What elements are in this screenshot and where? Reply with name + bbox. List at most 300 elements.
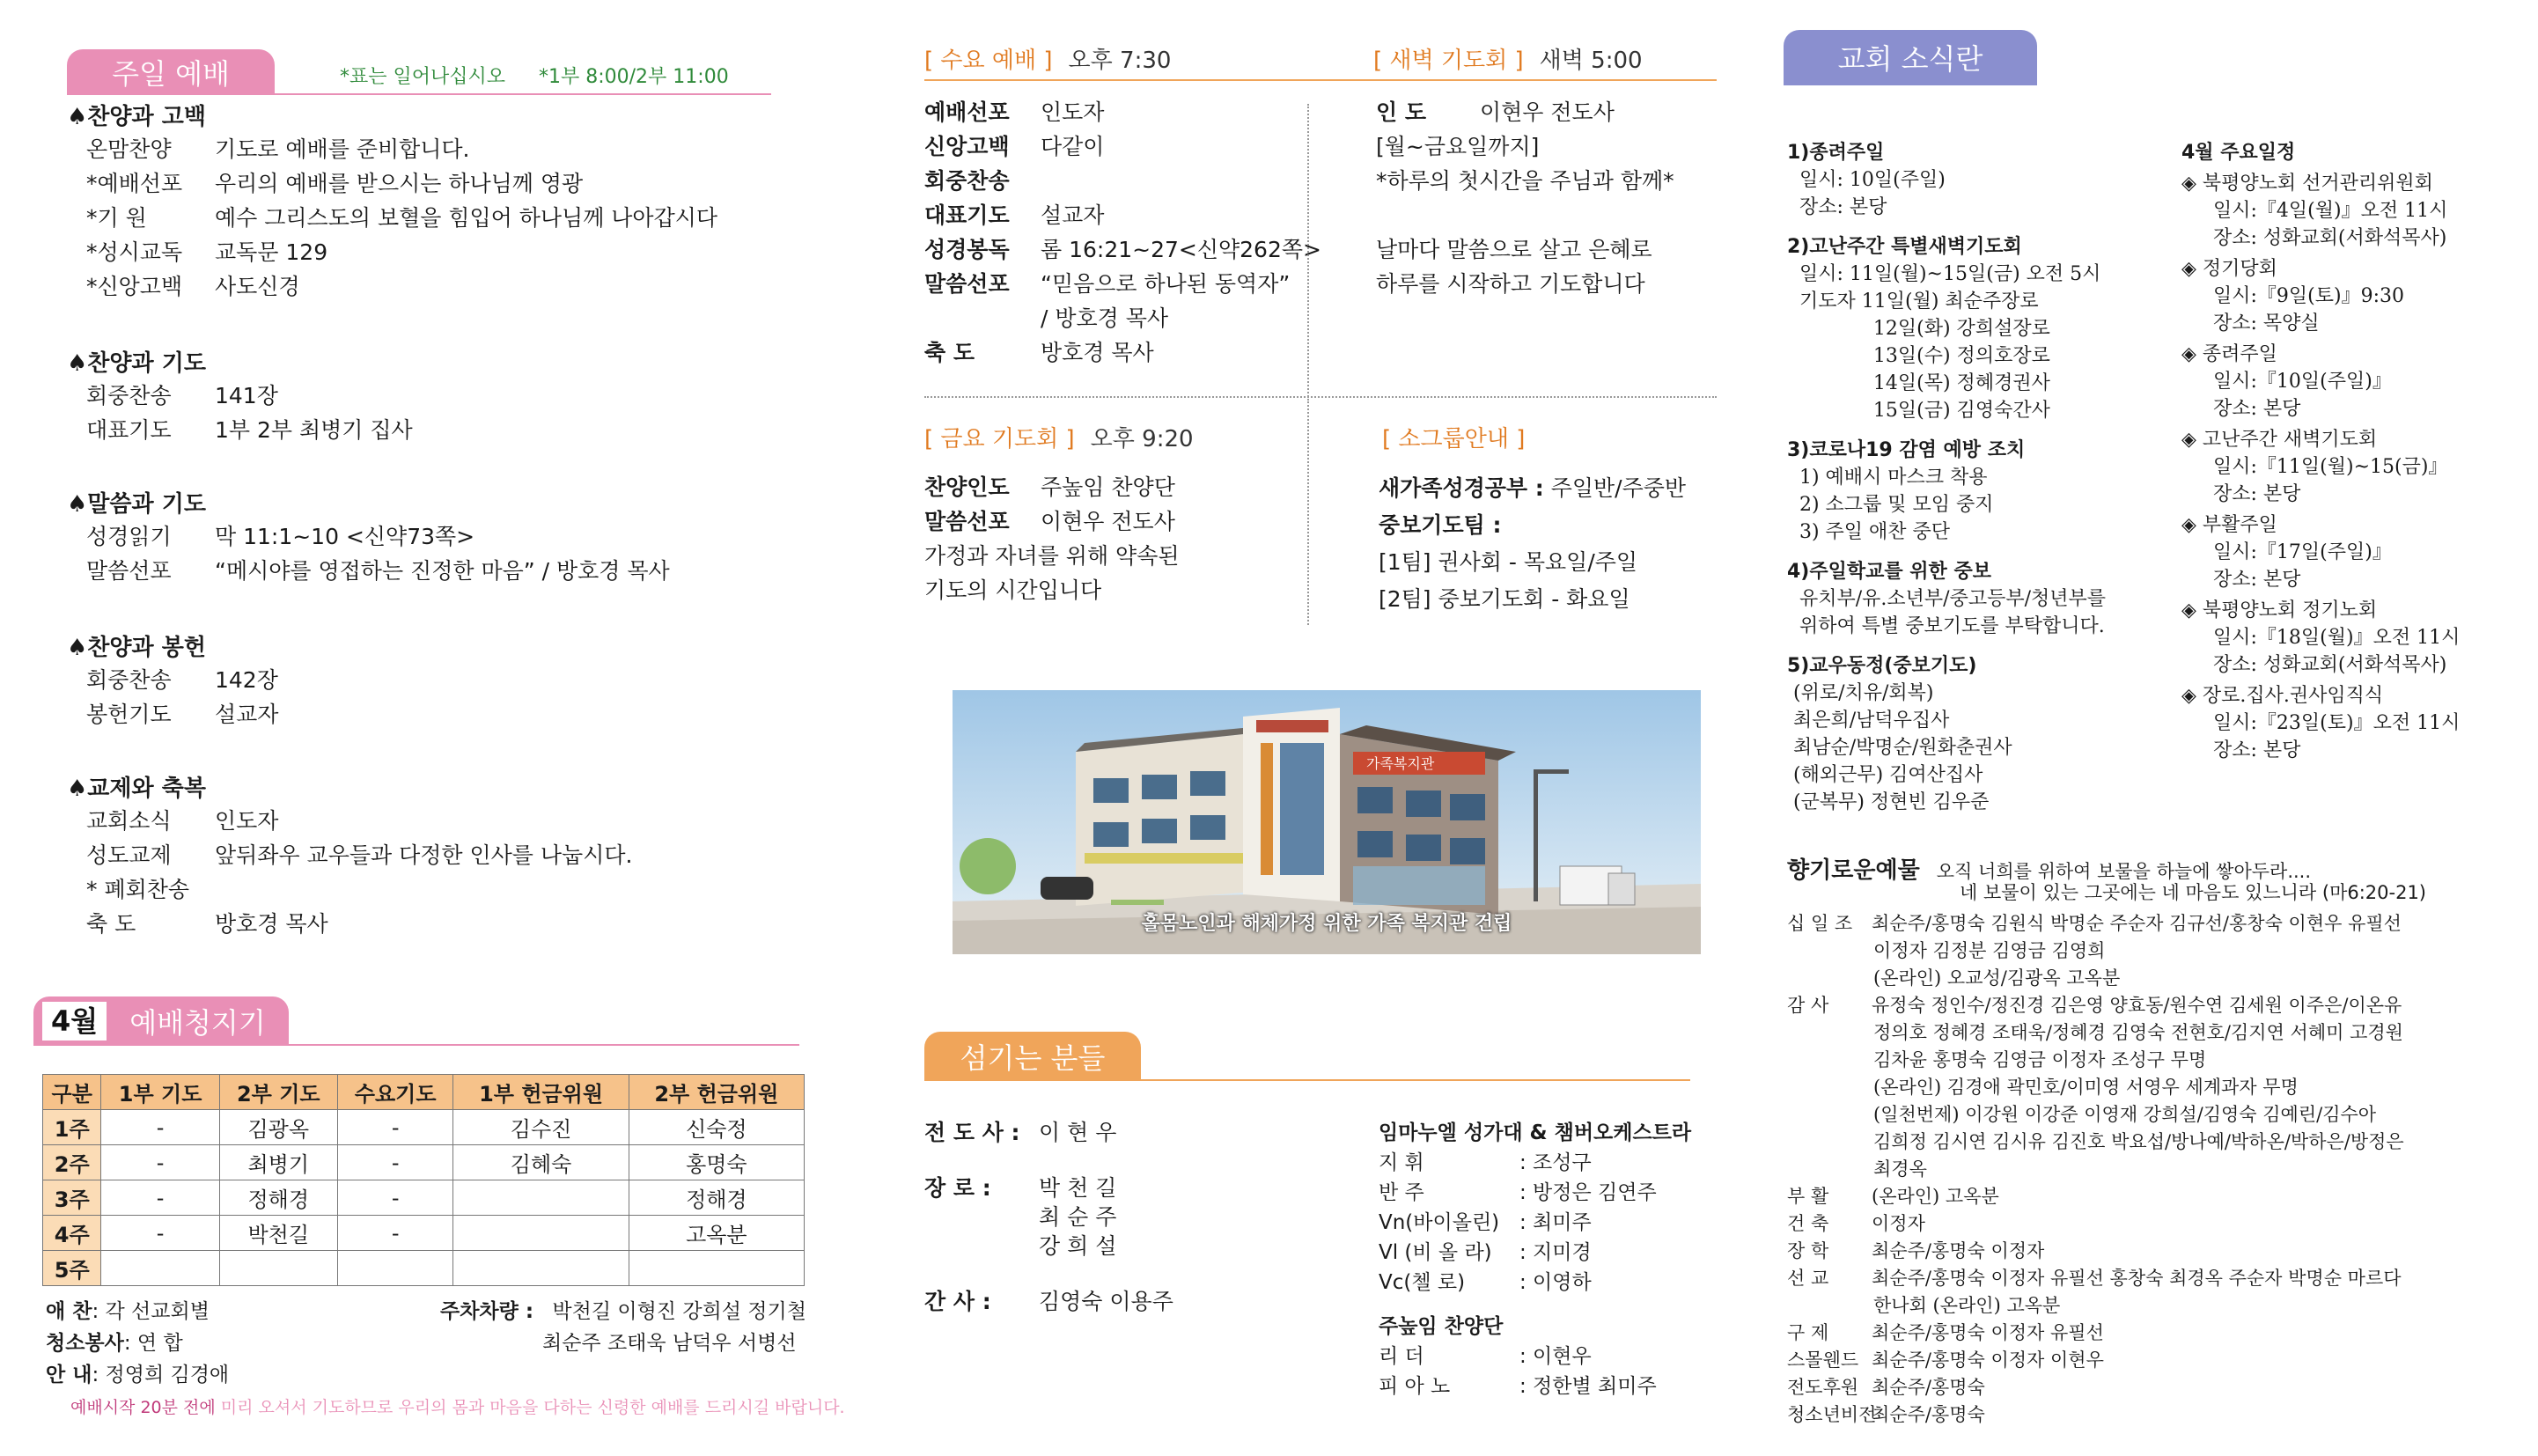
offering-line: 정의호 정혜경 조태욱/정혜경 김영숙 전현호/김지연 서혜미 고경원 bbox=[1873, 1022, 2403, 1043]
dawn-prayer-info bbox=[1376, 95, 1674, 301]
news-item-line: 2) 소그룹 및 모임 중지 bbox=[1787, 494, 1994, 516]
news-item bbox=[1787, 558, 2106, 640]
building-caption: 홀몸노인과 해체가정 위한 가족 복지관 건립 bbox=[1141, 913, 1512, 935]
choir-row-value: : 조성구 bbox=[1519, 1151, 1592, 1174]
service-time-note: *1부 8:00/2부 11:00 bbox=[539, 66, 729, 88]
order-row bbox=[86, 132, 470, 166]
offering-names bbox=[1872, 992, 2404, 1183]
table-header-cell: 1부 기도 bbox=[101, 1075, 219, 1110]
wed-row-value: “믿음으로 하나된 동역자” bbox=[1041, 271, 1291, 297]
table-header-cell: 구분 bbox=[43, 1075, 101, 1110]
schedule-item bbox=[2181, 682, 2460, 764]
fri-prayer-time: 오후 9:20 bbox=[1090, 426, 1194, 452]
dawn-prayer-title: [ 새벽 기도회 ] bbox=[1373, 48, 1524, 74]
table-header-cell: 2부 기도 bbox=[219, 1075, 337, 1110]
wed-service-title: [ 수요 예배 ] bbox=[924, 48, 1053, 74]
sunday-worship-title: 주일 예배 bbox=[112, 57, 230, 91]
choir-row-value: : 지미경 bbox=[1519, 1241, 1592, 1264]
schedule-item bbox=[2181, 255, 2460, 337]
worship-notice-emphasis: 예배시작 20분 전에 bbox=[70, 1398, 216, 1417]
duty-footer bbox=[46, 1296, 229, 1391]
order-label: *기 원 bbox=[86, 205, 147, 231]
cleaning-label: 청소봉사 bbox=[46, 1332, 124, 1355]
offering-label: 건 축 bbox=[1787, 1213, 1829, 1234]
fri-row-label: 말씀선포 bbox=[924, 509, 1010, 534]
order-value: 설교자 bbox=[215, 702, 279, 727]
offering-row bbox=[1787, 1320, 2404, 1347]
offering-label: 부 활 bbox=[1787, 1186, 1829, 1207]
offering-row bbox=[1787, 1210, 2404, 1238]
offering-line: 김차윤 홍명숙 김영금 이정자 조성구 무명 bbox=[1873, 1049, 2207, 1070]
wed-row bbox=[924, 95, 1321, 129]
dawn-prayer-heading bbox=[1373, 42, 1643, 75]
choir-row-value: : 방정은 김연주 bbox=[1519, 1181, 1657, 1204]
table-cell: - bbox=[337, 1110, 453, 1145]
order-label: 봉헌기도 bbox=[86, 702, 172, 727]
section-heading: ♠찬양과 고백 bbox=[67, 104, 206, 130]
offering-line: 유정숙 정인수/정진경 김은영 양효동/원수연 김세원 이주은/이온유 bbox=[1872, 995, 2402, 1016]
schedule-line: 장소: 본당 bbox=[2213, 569, 2301, 591]
order-value: 141장 bbox=[215, 383, 278, 408]
schedule-line: 일시:『18일(월)』오전 11시 bbox=[2213, 627, 2461, 649]
offering-names bbox=[1872, 910, 2402, 992]
praise-row-value: : 정한별 최미주 bbox=[1519, 1375, 1657, 1398]
order-value: 앞뒤좌우 교우들과 다정한 인사를 나눕시다. bbox=[215, 842, 633, 868]
table-header-cell: 수요기도 bbox=[337, 1075, 453, 1110]
schedule-heading: ◈ 북평양노회 정기노회 bbox=[2181, 599, 2378, 621]
table-cell bbox=[629, 1251, 804, 1286]
table-cell: 김광옥 bbox=[219, 1110, 337, 1145]
news-item bbox=[1787, 652, 2106, 816]
order-label: 교회소식 bbox=[86, 808, 172, 834]
news-item-heading: 1)종려주일 bbox=[1787, 142, 1885, 164]
order-row bbox=[86, 804, 278, 838]
schedule-heading: ◈ 부활주일 bbox=[2181, 514, 2277, 536]
order-label: 온맘찬양 bbox=[86, 136, 172, 162]
dawn-prayer-time: 새벽 5:00 bbox=[1539, 48, 1643, 74]
table-cell: 신숙정 bbox=[629, 1110, 804, 1145]
choir-row bbox=[1379, 1208, 1691, 1238]
divider bbox=[67, 93, 771, 95]
duty-month: 4월 bbox=[42, 1002, 107, 1041]
section-heading: ♠찬양과 기도 bbox=[67, 350, 206, 377]
choir-row-label: Vl (비 올 라) bbox=[1379, 1241, 1492, 1264]
stand-note: *표는 일어나십시오 bbox=[340, 66, 506, 88]
offering-names bbox=[1872, 1320, 2104, 1347]
table-cell bbox=[453, 1180, 629, 1216]
table-cell: 고옥분 bbox=[629, 1216, 804, 1251]
offering-line: (일천번제) 이강원 이강준 이영재 강희설/김영숙 김예린/김수아 bbox=[1873, 1104, 2377, 1125]
wed-row-label: 축 도 bbox=[924, 340, 975, 365]
table-cell: - bbox=[101, 1145, 219, 1180]
praise-row-value: : 이현우 bbox=[1519, 1345, 1592, 1368]
news-item-line: 3) 주일 애찬 중단 bbox=[1787, 521, 1951, 543]
table-cell: 김혜숙 bbox=[453, 1145, 629, 1180]
offering-label: 스몰웬드 bbox=[1787, 1349, 1859, 1371]
choir-row-value: : 이영하 bbox=[1519, 1271, 1592, 1294]
servant-row bbox=[924, 1232, 1173, 1261]
table-header-cell: 2부 헌금위원 bbox=[629, 1075, 804, 1110]
table-cell: 최병기 bbox=[219, 1145, 337, 1180]
duty-table-header bbox=[43, 1075, 805, 1110]
news-item-line: 15일(금) 김영숙간사 bbox=[1787, 400, 2050, 422]
order-row bbox=[86, 697, 278, 732]
parking-line-2: 최순주 조태욱 남덕우 서병선 bbox=[542, 1332, 797, 1355]
worship-notice-text: 미리 오셔서 기도하므로 우리의 몸과 마음을 다하는 신령한 예배를 드리시길 바랍니다. bbox=[215, 1398, 845, 1417]
wed-row bbox=[924, 164, 1321, 198]
news-item-line: 일시: 10일(주일) bbox=[1787, 169, 1946, 191]
schedule-line: 일시:『11일(월)~15(금)』 bbox=[2213, 456, 2448, 478]
order-row bbox=[86, 519, 474, 554]
wed-row bbox=[924, 301, 1321, 335]
order-value: 막 11:1~10 <신약73쪽> bbox=[215, 524, 475, 549]
order-row bbox=[86, 663, 278, 697]
april-schedule bbox=[2181, 139, 2460, 764]
news-item-line: 1) 예배시 마스크 착용 bbox=[1787, 467, 1988, 489]
news-item-line: 13일(수) 정의호장로 bbox=[1787, 345, 2050, 367]
order-row bbox=[86, 201, 717, 235]
table-cell: 정해경 bbox=[629, 1180, 804, 1216]
duty-table bbox=[42, 1074, 805, 1286]
schedule-heading: ◈ 종려주일 bbox=[2181, 343, 2277, 365]
servant-label: 간 사 : bbox=[924, 1289, 991, 1314]
wed-row-value: 다같이 bbox=[1041, 134, 1105, 159]
servant-name: 강 희 설 bbox=[1039, 1233, 1117, 1259]
small-group-info bbox=[1379, 470, 1686, 618]
schedule-item bbox=[2181, 511, 2460, 593]
fri-row bbox=[924, 504, 1180, 539]
offering-row bbox=[1787, 1238, 2404, 1265]
dawn-leader: 이현우 전도사 bbox=[1480, 99, 1615, 125]
table-cell: 5주 bbox=[43, 1251, 101, 1286]
order-value: 인도자 bbox=[215, 808, 279, 834]
section-heading: ♠교제와 축복 bbox=[67, 776, 206, 802]
offering-label: 선 교 bbox=[1787, 1268, 1829, 1289]
table-cell: 4주 bbox=[43, 1216, 101, 1251]
praise-row bbox=[1379, 1371, 1691, 1401]
table-header-cell: 1부 헌금위원 bbox=[453, 1075, 629, 1110]
table-cell: - bbox=[101, 1216, 219, 1251]
offering-label: 장 학 bbox=[1787, 1240, 1829, 1261]
dawn-line: [월~금요일까지] bbox=[1376, 134, 1540, 159]
building-sign: 가족복지관 bbox=[1366, 755, 1435, 772]
fri-prayer-heading bbox=[924, 421, 1194, 453]
offering-names bbox=[1872, 1401, 1985, 1429]
fri-row-label: 찬양인도 bbox=[924, 474, 1010, 500]
welfare-center-illustration bbox=[953, 690, 1701, 954]
schedule-line: 일시:『23일(토)』오전 11시 bbox=[2213, 712, 2461, 734]
wed-row-label: 성경봉독 bbox=[924, 237, 1010, 262]
offering-names bbox=[1872, 1238, 2044, 1265]
table-cell: - bbox=[337, 1180, 453, 1216]
table-cell: 2주 bbox=[43, 1145, 101, 1180]
order-label: 성도교제 bbox=[86, 842, 172, 868]
table-cell: 박천길 bbox=[219, 1216, 337, 1251]
small-group-title: [ 소그룹안내 ] bbox=[1382, 426, 1526, 452]
duty-title: 예배청지기 bbox=[129, 1006, 266, 1040]
table-cell: - bbox=[101, 1180, 219, 1216]
news-item-line: 12일(화) 강희설장로 bbox=[1787, 318, 2050, 340]
order-value: “메시야를 영접하는 진정한 마음” / 방호경 목사 bbox=[215, 558, 670, 584]
schedule-heading: ◈ 고난주간 새벽기도회 bbox=[2181, 429, 2378, 451]
news-item bbox=[1787, 437, 2106, 546]
schedule-line: 장소: 성화교회(서화석목사) bbox=[2213, 654, 2447, 676]
praise-row-label: 피 아 노 bbox=[1379, 1375, 1451, 1398]
wed-row bbox=[924, 198, 1321, 232]
table-cell bbox=[337, 1251, 453, 1286]
dawn-line: *하루의 첫시간을 주님과 함께* bbox=[1376, 168, 1674, 194]
choir-row bbox=[1379, 1238, 1691, 1268]
offering-line: 한나회 (온라인) 고옥분 bbox=[1873, 1295, 2061, 1316]
church-news-list bbox=[1787, 139, 2106, 816]
wed-row bbox=[924, 267, 1321, 301]
order-row bbox=[86, 379, 278, 413]
fri-row bbox=[924, 470, 1180, 504]
wed-row-value: 방호경 목사 bbox=[1041, 340, 1154, 365]
servant-name: 최 순 주 bbox=[1039, 1204, 1117, 1230]
order-value: 기도로 예배를 준비합니다. bbox=[215, 136, 470, 162]
servant-label: 전 도 사 : bbox=[924, 1120, 1020, 1145]
offering-line: (온라인) 김경애 곽민호/이미영 서영우 세계과자 무명 bbox=[1873, 1077, 2299, 1098]
order-row bbox=[86, 166, 583, 201]
news-item-line: (위로/치유/회복) bbox=[1787, 682, 1934, 704]
offering-names bbox=[1872, 1265, 2402, 1320]
offering-row bbox=[1787, 1401, 2404, 1429]
news-item-line: 14일(목) 정혜경권사 bbox=[1787, 372, 2050, 394]
dawn-leader-label: 인 도 bbox=[1376, 99, 1427, 125]
order-value: 예수 그리스도의 보혈을 힘입어 하나님께 나아갑시다 bbox=[215, 205, 718, 231]
offering-line: 최순주/홍명숙 이정자 bbox=[1872, 1240, 2045, 1261]
divider bbox=[1784, 83, 2037, 85]
divider bbox=[33, 1044, 799, 1046]
dotted-divider bbox=[1307, 405, 1309, 625]
new-member-study: 주일반/주중반 bbox=[1543, 475, 1687, 501]
dawn-line bbox=[1376, 198, 1674, 232]
servant-name: 이 현 우 bbox=[1039, 1120, 1117, 1145]
news-item-line: 기도자 11일(월) 최순주장로 bbox=[1787, 290, 2039, 313]
news-item-line: 최은희/남덕우집사 bbox=[1787, 710, 1950, 732]
offering-row bbox=[1787, 1374, 2404, 1401]
schedule-line: 일시:『9일(토)』9:30 bbox=[2213, 285, 2404, 307]
news-item bbox=[1787, 139, 2106, 221]
april-schedule-title: 4월 주요일정 bbox=[2181, 142, 2296, 164]
table-row bbox=[43, 1251, 805, 1286]
order-label: 회중찬송 bbox=[86, 667, 172, 693]
fri-row-value: 이현우 전도사 bbox=[1041, 509, 1175, 534]
order-label: *성시교독 bbox=[86, 239, 183, 265]
schedule-line: 장소: 성화교회(서화석목사) bbox=[2213, 227, 2447, 249]
table-cell: - bbox=[101, 1110, 219, 1145]
choir-block bbox=[1379, 1118, 1691, 1401]
praise-team-title: 주높임 찬양단 bbox=[1379, 1315, 1504, 1338]
news-item-heading: 2)고난주간 특별새벽기도회 bbox=[1787, 236, 2022, 258]
fri-prayer-title: [ 금요 기도회 ] bbox=[924, 426, 1075, 452]
sunday-worship-tab bbox=[67, 49, 275, 95]
offering-line: 이정자 김정분 김영금 김영희 bbox=[1873, 940, 2106, 961]
offering-verse-2: 네 보물이 있는 그곳에는 네 마음도 있느니라 (마6:20-21) bbox=[1960, 882, 2427, 903]
servants-tab bbox=[924, 1032, 1141, 1081]
offering-title: 향기로운예물 bbox=[1787, 857, 1920, 884]
schedule-item bbox=[2181, 597, 2460, 679]
news-item-line: 유치부/유.소년부/중고등부/청년부를 bbox=[1787, 588, 2106, 610]
schedule-line: 장소: 본당 bbox=[2213, 483, 2301, 505]
order-value: 사도신경 bbox=[215, 274, 300, 299]
parking-block bbox=[440, 1296, 806, 1359]
wed-service-time: 오후 7:30 bbox=[1068, 48, 1172, 74]
choir-row-label: 지 휘 bbox=[1379, 1151, 1424, 1174]
servant-name: 김영숙 이용주 bbox=[1039, 1289, 1173, 1314]
parking-line-1: 박천길 이형진 강희설 정기철 bbox=[552, 1300, 806, 1323]
wed-row-label: 말씀선포 bbox=[924, 271, 1010, 297]
news-item-heading: 3)코로나19 감염 예방 조치 bbox=[1787, 439, 2026, 461]
small-group-heading bbox=[1382, 421, 1525, 453]
table-row bbox=[43, 1110, 805, 1145]
servant-label: 장 로 : bbox=[924, 1175, 991, 1201]
intercession-team-label: 중보기도팀 : bbox=[1379, 512, 1502, 538]
wed-service-heading bbox=[924, 42, 1171, 75]
schedule-line: 일시:『17일(주일)』 bbox=[2213, 541, 2392, 563]
offering-row bbox=[1787, 1265, 2404, 1320]
table-cell bbox=[219, 1251, 337, 1286]
offering-line: 김희정 김시연 김시유 김진호 박요섭/방나예/박하온/박하은/방정은 bbox=[1873, 1131, 2404, 1152]
section-heading: ♠말씀과 기도 bbox=[67, 491, 206, 518]
meal-label: 애 찬 bbox=[46, 1300, 92, 1323]
offering-row bbox=[1787, 1183, 2404, 1210]
divider bbox=[924, 79, 1717, 81]
news-item-line: 위하여 특별 중보기도를 부탁합니다. bbox=[1787, 615, 2105, 637]
news-item-heading: 4)주일학교를 위한 중보 bbox=[1787, 561, 1991, 583]
intercession-team-2: [2팀] 중보기도회 - 화요일 bbox=[1379, 586, 1630, 612]
offering-line: 최순주/홍명숙 bbox=[1872, 1404, 1985, 1425]
schedule-line: 장소: 본당 bbox=[2213, 739, 2301, 761]
offering-line: 최순주/홍명숙 이정자 이현우 bbox=[1872, 1349, 2104, 1371]
table-cell: 김수진 bbox=[453, 1110, 629, 1145]
dotted-divider bbox=[1307, 104, 1309, 403]
table-cell: 정해경 bbox=[219, 1180, 337, 1216]
table-cell: 1주 bbox=[43, 1110, 101, 1145]
intercession-team-1: [1팀] 권사회 - 목요일/주일 bbox=[1379, 549, 1638, 575]
parking-label: 주차차량 : bbox=[440, 1300, 534, 1323]
offering-line: 최경옥 bbox=[1873, 1158, 1927, 1180]
servants-title: 섬기는 분들 bbox=[960, 1041, 1106, 1075]
wed-row bbox=[924, 129, 1321, 164]
news-item-line: 일시: 11일(월)~15일(금) 오전 5시 bbox=[1787, 263, 2101, 285]
choir-row-label: 반 주 bbox=[1379, 1181, 1424, 1204]
offering-line: (온라인) 오교성/김광옥 고옥분 bbox=[1873, 967, 2121, 989]
servants-list bbox=[924, 1118, 1173, 1316]
offering-line: 최순주/홍명숙 bbox=[1872, 1377, 1985, 1398]
schedule-heading: ◈ 정기당회 bbox=[2181, 258, 2277, 280]
order-value: 교독문 129 bbox=[215, 239, 328, 265]
table-cell: 홍명숙 bbox=[629, 1145, 804, 1180]
offering-label: 감 사 bbox=[1787, 995, 1829, 1016]
wed-row-label: 예배선포 bbox=[924, 99, 1010, 125]
choir-row-label: Vn(바이올린) bbox=[1379, 1211, 1500, 1234]
offering-verse-1: 오직 너희를 위하여 보물을 하늘에 쌓아두라.... bbox=[1936, 861, 2312, 882]
order-row bbox=[86, 554, 670, 588]
order-row bbox=[86, 872, 215, 907]
cleaning-value: : 연 합 bbox=[123, 1332, 183, 1355]
order-label: *신앙고백 bbox=[86, 274, 183, 299]
order-row bbox=[86, 413, 413, 447]
table-cell bbox=[101, 1251, 219, 1286]
order-label: 성경읽기 bbox=[86, 524, 172, 549]
order-value: 방호경 목사 bbox=[215, 911, 328, 937]
offering-label: 구 제 bbox=[1787, 1322, 1829, 1343]
wed-row bbox=[924, 232, 1321, 267]
table-row bbox=[43, 1180, 805, 1216]
offering-list bbox=[1787, 910, 2404, 1429]
wed-row-value: 설교자 bbox=[1041, 202, 1105, 228]
table-row bbox=[43, 1145, 805, 1180]
dawn-line: 날마다 말씀으로 살고 은혜로 bbox=[1376, 237, 1652, 262]
fri-line: 기도의 시간입니다 bbox=[924, 577, 1102, 603]
order-value: 1부 2부 최병기 집사 bbox=[215, 417, 413, 443]
order-label: *예배선포 bbox=[86, 171, 183, 196]
wed-row-value: 인도자 bbox=[1041, 99, 1105, 125]
order-row bbox=[86, 269, 300, 304]
order-value: 우리의 예배를 받으시는 하나님께 영광 bbox=[215, 171, 584, 196]
offering-line: (온라인) 고옥분 bbox=[1872, 1186, 1999, 1207]
section-heading: ♠찬양과 봉헌 bbox=[67, 635, 206, 661]
wed-row-value: 롬 16:21~27<신약262쪽> bbox=[1041, 237, 1321, 262]
table-row bbox=[43, 1216, 805, 1251]
worship-notice bbox=[70, 1394, 845, 1418]
offering-label: 청소년비전 bbox=[1787, 1404, 1877, 1425]
news-item-line: (군복무) 정현빈 김우준 bbox=[1787, 791, 1990, 813]
news-item-heading: 5)교우동정(중보기도) bbox=[1787, 655, 1977, 677]
dotted-divider bbox=[924, 396, 1717, 398]
wed-service-order bbox=[924, 95, 1321, 370]
offering-label: 십 일 조 bbox=[1787, 913, 1853, 934]
wed-row bbox=[924, 335, 1321, 370]
schedule-item bbox=[2181, 170, 2460, 252]
offering-line: 이정자 bbox=[1872, 1213, 1925, 1234]
new-member-study-label: 새가족성경공부 : bbox=[1379, 475, 1544, 501]
schedule-line: 일시:『4일(월)』오전 11시 bbox=[2213, 200, 2448, 222]
table-cell bbox=[453, 1216, 629, 1251]
offering-row bbox=[1787, 910, 2404, 992]
offering-row bbox=[1787, 1347, 2404, 1374]
news-item-line: 장소: 본당 bbox=[1787, 196, 1887, 218]
wed-row-value: / 방호경 목사 bbox=[1041, 305, 1169, 331]
praise-row bbox=[1379, 1342, 1691, 1371]
wed-row-label: 대표기도 bbox=[924, 202, 1010, 228]
servant-row bbox=[924, 1287, 1173, 1316]
schedule-line: 장소: 목양실 bbox=[2213, 313, 2320, 335]
order-label: 말씀선포 bbox=[86, 558, 172, 584]
servant-row bbox=[924, 1202, 1173, 1232]
offering-names bbox=[1872, 1374, 1985, 1401]
order-row bbox=[86, 907, 328, 941]
usher-value: : 정영희 김경애 bbox=[92, 1364, 230, 1386]
order-label: 회중찬송 bbox=[86, 383, 172, 408]
order-label: * 폐회찬송 bbox=[86, 877, 190, 902]
order-label: 대표기도 bbox=[86, 417, 172, 443]
choir-row-label: Vc(첼 로) bbox=[1379, 1271, 1466, 1294]
wed-row-label: 신앙고백 bbox=[924, 134, 1010, 159]
wed-row-label: 회중찬송 bbox=[924, 168, 1010, 194]
news-item-line: 최남순/박명순/원화춘권사 bbox=[1787, 737, 2012, 759]
offering-line: 최순주/홍명숙 김원식 박명순 주순자 김규선/홍창숙 이현우 유필선 bbox=[1872, 913, 2402, 934]
duty-tab bbox=[33, 996, 289, 1046]
choir-row bbox=[1379, 1178, 1691, 1208]
servant-name: 박 천 길 bbox=[1039, 1175, 1117, 1201]
table-cell: 3주 bbox=[43, 1180, 101, 1216]
order-row bbox=[86, 235, 327, 269]
news-item bbox=[1787, 233, 2106, 424]
divider bbox=[924, 1079, 1690, 1081]
